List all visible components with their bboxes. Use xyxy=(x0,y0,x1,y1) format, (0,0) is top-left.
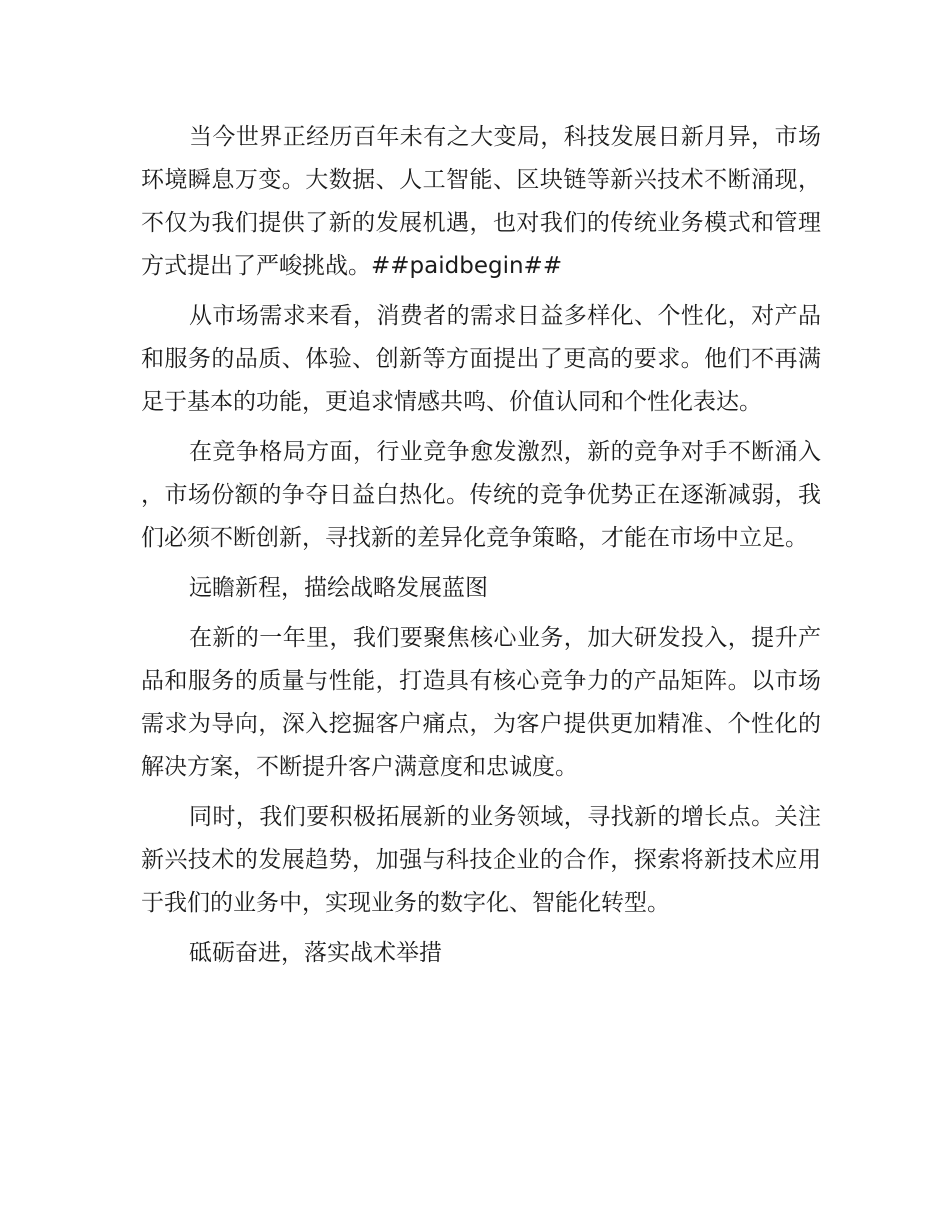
section-heading-strategy: 远瞻新程，描绘战略发展蓝图 xyxy=(189,575,488,601)
paragraph-core-business: 在新的一年里，我们要聚焦核心业务，加大研发投入，提升产品和服务的质量与性能，打造具有核心竞争力的产品矩阵。以市场需求为导向，深入挖掘客户痛点，为客户提供更加精准、个性化的解决方案，不断提升客户满意度和忠诚度。 xyxy=(141,625,821,780)
paragraph-market-demand: 从市场需求来看，消费者的需求日益多样化、个性化，对产品和服务的品质、体验、创新等方面提出了更高的要求。他们不再满足于基本的功能，更追求情感共鸣、价值认同和个性化表达。 xyxy=(141,303,821,415)
paragraph-competition: 在竞争格局方面，行业竞争愈发激烈，新的竞争对手不断涌入，市场份额的争夺日益白热化。传统的竞争优势正在逐渐减弱，我们必须不断创新，寻找新的差异化竞争策略，才能在市场中立足。 xyxy=(141,439,821,551)
document-body xyxy=(141,116,821,982)
section-heading-tactics: 砥砺奋进，落实战术举措 xyxy=(189,940,442,966)
paragraph-world-changes: 当今世界正经历百年未有之大变局，科技发展日新月异，市场环境瞬息万变。大数据、人工智能、区块链等新兴技术不断涌现，不仅为我们提供了新的发展机遇，也对我们的传统业务模式和管理方式提出了严峻挑战。##paidbegin## xyxy=(141,124,821,279)
paragraph-new-business: 同时，我们要积极拓展新的业务领域，寻找新的增长点。关注新兴技术的发展趋势，加强与科技企业的合作，探索将新技术应用于我们的业务中，实现业务的数字化、智能化转型。 xyxy=(141,804,821,916)
